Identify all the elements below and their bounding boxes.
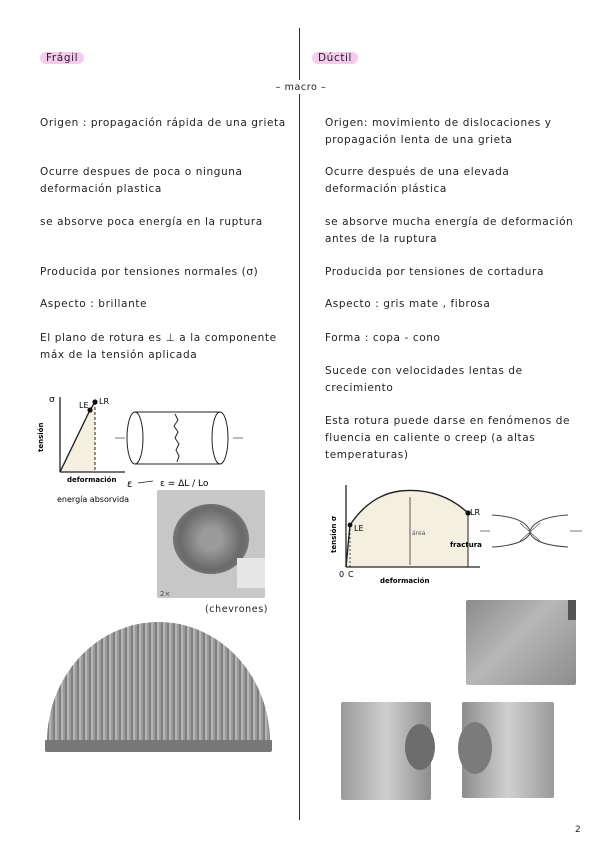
right-item-creep: Esta rotura puede darse en fenómenos de fluencia en caliente o creep (a altas temperaturas) <box>325 415 571 461</box>
left-item-origen: Origen : propagación rápida de una grieta <box>40 117 286 129</box>
left-item-energia: se absorve poca energía en la ruptura <box>40 216 263 228</box>
right-item-forma: Forma : copa - cono <box>325 332 441 344</box>
page-number: 2 <box>575 825 581 835</box>
left-item-tensiones: Producida por tensiones normales (σ) <box>40 266 259 278</box>
lr-label: LR <box>470 508 481 517</box>
strain-formula: ε = ΔL / Lo <box>160 479 209 489</box>
fragil-fracture-photo <box>157 490 265 598</box>
area-label: área <box>412 530 426 537</box>
right-item-velocidades: Sucede con velocidades lentas de crecimiento <box>325 365 523 394</box>
photo-scale-label: 2× <box>160 590 171 598</box>
right-item-aspecto: Aspecto : gris mate , fibrosa <box>325 298 491 310</box>
deformacion-axis-label: deformación <box>380 577 430 585</box>
fractura-label: fractura <box>450 541 482 549</box>
sigma-label: σ <box>49 395 55 405</box>
epsilon-symbol: ε <box>127 479 133 490</box>
cone-specimen-photo <box>462 702 554 798</box>
right-item-energia: se absorve mucha energía de deformación antes de la ruptura <box>325 216 574 245</box>
c-label: C <box>348 570 354 579</box>
ductil-stress-strain-diagram <box>330 475 590 590</box>
chevrones-caption: (chevrones) <box>205 604 269 615</box>
ductil-surface-photo <box>466 600 576 685</box>
right-item-origen: Origen: movimiento de dislocaciones y propagación lenta de una grieta <box>325 117 552 146</box>
cup-specimen-photo <box>341 702 431 800</box>
left-item-plano: El plano de rotura es ⊥ a la componente máx de la tensión aplicada <box>40 332 277 361</box>
tension-sigma-axis-label: tensión σ <box>330 515 338 553</box>
le-label: LE <box>354 524 364 533</box>
fragil-heading: Frágil <box>40 50 84 67</box>
deformacion-axis-label: deformación <box>67 476 117 484</box>
macro-label: – macro – <box>275 82 327 93</box>
chevron-fracture-photo <box>45 622 272 752</box>
lr-label: LR <box>99 397 110 406</box>
energia-note: energía absorvida <box>57 495 130 504</box>
left-item-deformacion: Ocurre despues de poca o ninguna deformación plastica <box>40 166 243 195</box>
left-item-aspecto: Aspecto : brillante <box>40 298 148 310</box>
right-item-deformacion: Ocurre después de una elevada deformación plástica <box>325 166 510 195</box>
ductil-heading: Dúctil <box>312 50 358 67</box>
origin-label: 0 <box>339 570 345 579</box>
tension-axis-label: tensión <box>37 422 45 452</box>
right-item-tensiones: Producida por tensiones de cortadura <box>325 266 545 278</box>
column-divider <box>299 28 300 820</box>
le-label: LE <box>79 401 89 410</box>
